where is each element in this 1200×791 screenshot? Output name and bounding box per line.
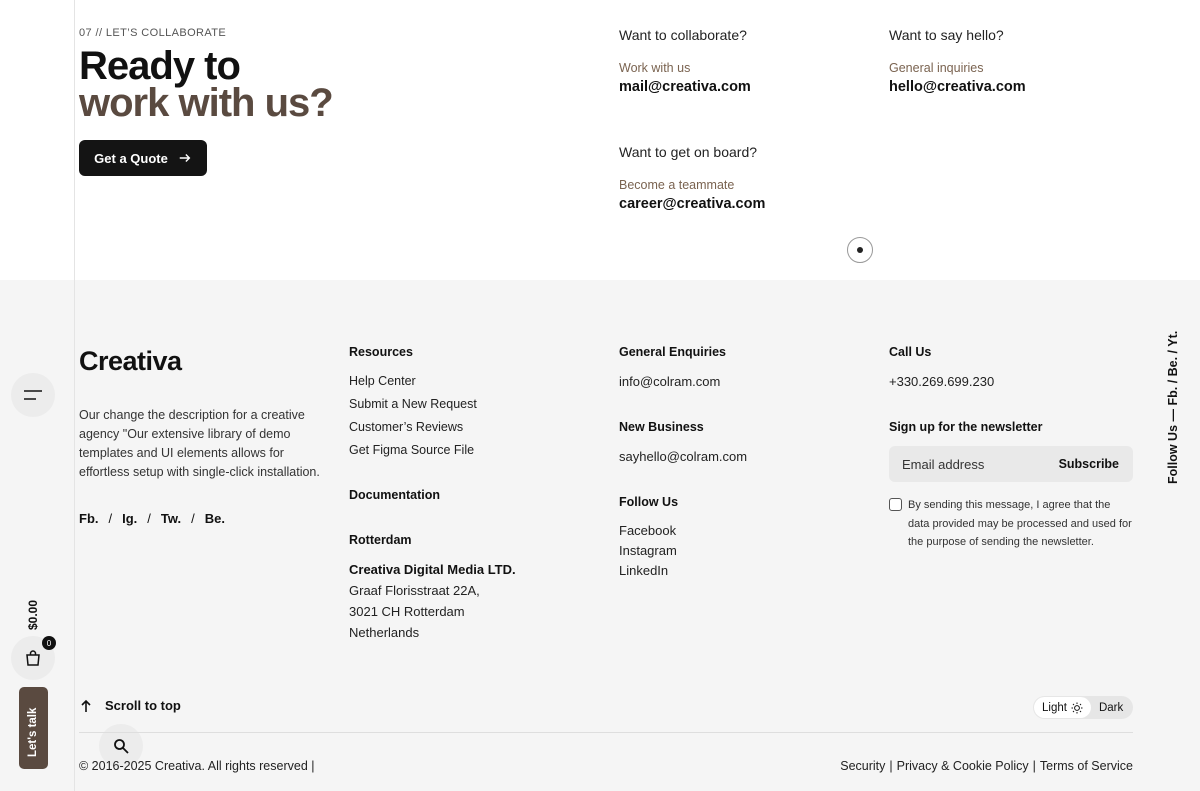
phone-link[interactable]: +330.269.699.230 — [889, 374, 995, 389]
office-address-line: 3021 CH Rotterdam — [349, 604, 465, 619]
legal-links — [840, 759, 1133, 773]
contact-label: Work with us — [619, 61, 691, 75]
follow-us-heading: Follow Us — [619, 495, 679, 509]
theme-light-option[interactable] — [1034, 697, 1091, 718]
consent-text: By sending this message, I agree that the data provided may be processed and used for the purpose of sending the newsletter. — [908, 499, 1132, 548]
get-quote-button[interactable] — [79, 140, 207, 176]
resources-column — [349, 345, 516, 640]
contact-question: Want to collaborate? — [619, 27, 747, 43]
follow-us-vertical[interactable]: Follow Us — Fb. / Be. / Yt. — [1166, 330, 1180, 484]
documentation-link[interactable]: Documentation — [349, 488, 440, 502]
footer-socials — [79, 511, 225, 526]
get-quote-label: Get a Quote — [94, 150, 168, 166]
contact-label: Become a teammate — [619, 178, 735, 192]
business-email-link[interactable]: sayhello@colram.com — [619, 449, 748, 464]
lets-talk-button[interactable] — [19, 687, 48, 769]
contact-question: Want to get on board? — [619, 144, 758, 160]
footer-divider — [79, 732, 1133, 733]
copyright: © 2016-2025 Creativa. All rights reserved | — [79, 759, 315, 773]
general-email-link[interactable]: info@colram.com — [619, 374, 721, 389]
social-link-be[interactable]: Be. — [204, 511, 225, 526]
scroll-to-top-label: Scroll to top — [105, 698, 181, 713]
privacy-policy-link[interactable]: Privacy & Cookie Policy — [896, 759, 1029, 773]
newsletter-consent — [889, 496, 1133, 552]
slider-dot-button[interactable] — [847, 237, 873, 263]
footer-link[interactable]: Get Figma Source File — [349, 443, 475, 457]
separator: / — [191, 511, 195, 526]
call-heading: Call Us — [889, 345, 932, 359]
footer-logo[interactable]: Creativa — [79, 346, 182, 376]
newsletter-form — [889, 446, 1133, 482]
new-business-heading: New Business — [619, 420, 704, 434]
sun-icon — [1071, 702, 1083, 714]
contact-label: General inquiries — [889, 61, 984, 75]
hero-title-line2: work with us? — [79, 81, 333, 125]
call-column — [889, 345, 1043, 434]
separator: | — [1032, 759, 1036, 773]
dot-icon — [857, 247, 863, 253]
terms-link[interactable]: Terms of Service — [1039, 759, 1133, 773]
footer-description: Our change the description for a creative agency "Our extensive library of demo templates and UI elements allows for effortless setup with single-click installation. — [79, 408, 320, 479]
hamburger-icon — [23, 389, 43, 401]
newsletter-email-input[interactable] — [902, 457, 1042, 472]
security-link[interactable]: Security — [840, 759, 886, 773]
cart-count-badge: 0 — [42, 636, 56, 650]
footer-link[interactable]: Submit a New Request — [349, 397, 477, 411]
subscribe-button[interactable]: Subscribe — [1058, 457, 1119, 471]
contact-email-link[interactable]: mail@creativa.com — [619, 79, 751, 95]
arrow-up-icon — [79, 699, 93, 713]
office-heading: Rotterdam — [349, 533, 412, 547]
office-company: Creativa Digital Media LTD. — [349, 562, 516, 577]
contact-collaborate — [619, 27, 859, 95]
footer-link[interactable]: Help Center — [349, 374, 416, 388]
social-link-ig[interactable]: Ig. — [122, 511, 138, 526]
separator: | — [889, 759, 893, 773]
shopping-bag-icon — [24, 649, 42, 667]
sidebar-divider — [74, 0, 75, 791]
hero-title-line1: Ready to — [79, 44, 240, 88]
separator: / — [108, 511, 113, 526]
newsletter-heading: Sign up for the newsletter — [889, 420, 1043, 434]
social-link-instagram[interactable]: Instagram — [619, 543, 677, 558]
office-address-line: Netherlands — [349, 625, 420, 640]
contact-email-link[interactable]: hello@creativa.com — [889, 79, 1026, 95]
section-eyebrow: 07 // LET’S COLLABORATE — [79, 27, 227, 39]
scroll-to-top-button[interactable] — [79, 698, 181, 713]
separator: / — [147, 511, 151, 526]
search-icon — [113, 738, 129, 754]
cart-total: $0.00 — [26, 599, 40, 630]
consent-checkbox[interactable] — [889, 498, 902, 511]
social-link-fb[interactable]: Fb. — [79, 511, 99, 526]
contact-hello — [889, 27, 1129, 95]
enquiries-column — [619, 345, 747, 578]
arrow-right-icon — [178, 151, 192, 165]
general-enquiries-heading: General Enquiries — [619, 345, 726, 359]
contact-email-link[interactable]: career@creativa.com — [619, 196, 766, 212]
social-link-facebook[interactable]: Facebook — [619, 523, 677, 538]
contact-question: Want to say hello? — [889, 27, 1004, 43]
theme-dark-option[interactable]: Dark — [1098, 701, 1124, 714]
office-address-line: Graaf Florisstraat 22A, — [349, 583, 480, 598]
resources-heading: Resources — [349, 345, 413, 359]
menu-button[interactable] — [11, 373, 55, 417]
social-link-tw[interactable]: Tw. — [160, 511, 182, 526]
footer-link[interactable]: Customer’s Reviews — [349, 420, 464, 434]
social-link-linkedin[interactable]: LinkedIn — [619, 563, 669, 578]
theme-light-label: Light — [1042, 701, 1067, 714]
theme-toggle[interactable] — [1033, 696, 1133, 719]
contact-careers — [619, 144, 859, 212]
lets-talk-label: Let's talk — [27, 707, 39, 757]
